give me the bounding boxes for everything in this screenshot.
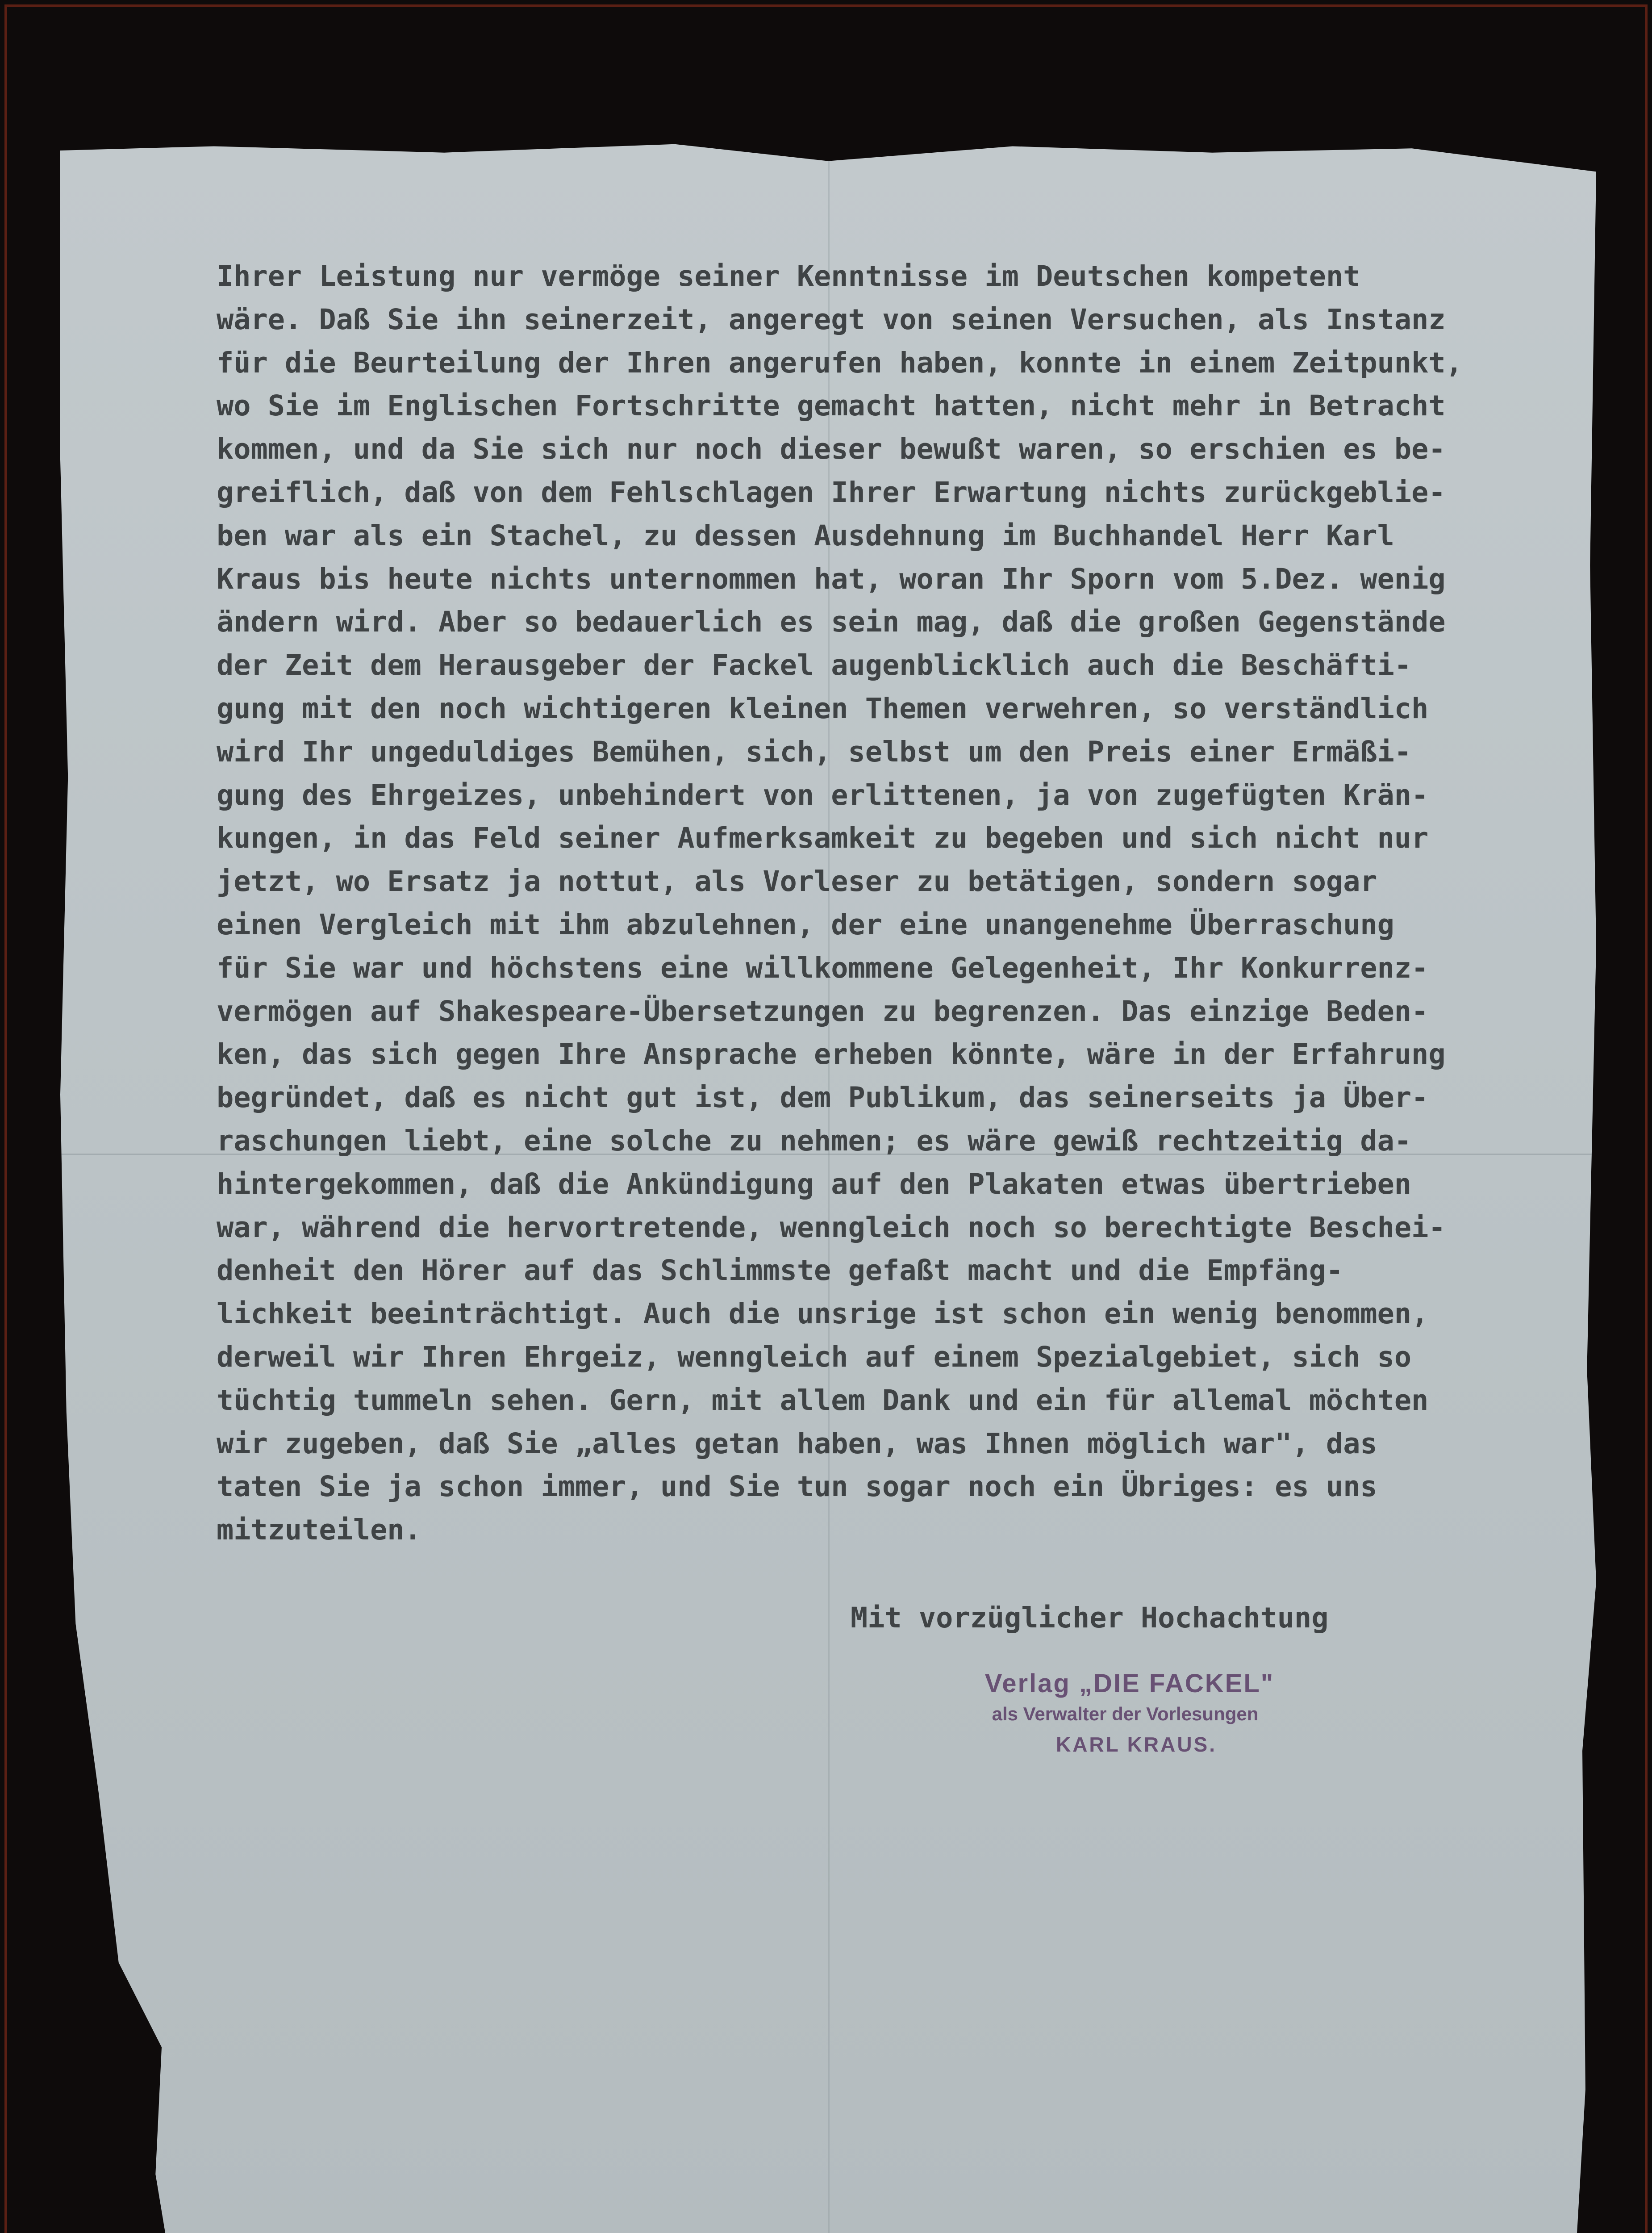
letter-line: war, während die hervortretende, wenngleich noch so berechtigte Beschei- (217, 1210, 1446, 1244)
letter-line: mitzuteilen. (217, 1513, 421, 1547)
letter-line: jetzt, wo Ersatz ja nottut, als Vorleser zu betätigen, sondern sogar (217, 865, 1377, 898)
stamp-line-name: KARL KRAUS. (1055, 1733, 1217, 1756)
stamp-line-role: als Verwalter der Vorlesungen (992, 1703, 1259, 1724)
letter-line: vermögen auf Shakespeare-Übersetzungen zu begrenzen. Das einzige Beden- (217, 994, 1429, 1028)
letter-body (217, 255, 1610, 1551)
letter-line: hintergekommen, daß die Ankündigung auf den Plakaten etwas übertrieben (217, 1167, 1412, 1200)
letter-line: für die Beurteilung der Ihren angerufen haben, konnte in einem Zeitpunkt, (217, 346, 1463, 379)
letter-line: Kraus bis heute nichts unternommen hat, woran Ihr Sporn vom 5.Dez. wenig (217, 562, 1446, 595)
letter-line: taten Sie ja schon immer, und Sie tun sogar noch ein Übriges: es uns (217, 1470, 1377, 1503)
closing-salutation: Mit vorzüglicher Hochachtung (851, 1601, 1329, 1634)
letter-line: denheit den Hörer auf das Schlimmste gefaßt macht und die Empfäng- (217, 1254, 1343, 1287)
letter-line: wir zugeben, daß Sie „alles getan haben, was Ihnen möglich war", das (217, 1426, 1377, 1460)
letter-line: begründet, daß es nicht gut ist, dem Publikum, das seinerseits ja Über- (217, 1081, 1429, 1114)
letter-line: für Sie war und höchstens eine willkommene Gelegenheit, Ihr Konkurrenz- (217, 951, 1429, 984)
letter-line: wäre. Daß Sie ihn seinerzeit, angeregt von seinen Versuchen, als Instanz (217, 302, 1446, 336)
letter-line: gung des Ehrgeizes, unbehindert von erlittenen, ja von zugefügten Krän- (217, 778, 1429, 811)
letter-line: Ihrer Leistung nur vermöge seiner Kenntnisse im Deutschen kompetent (217, 259, 1360, 293)
stamp-line-publisher: Verlag „DIE FACKEL" (985, 1669, 1275, 1698)
letter-line: einen Vergleich mit ihm abzulehnen, der eine unangenehme Überraschung (217, 907, 1394, 941)
letter-line: ben war als ein Stachel, zu dessen Ausdehnung im Buchhandel Herr Karl (217, 519, 1394, 552)
letter-line: ändern wird. Aber so bedauerlich es sein mag, daß die großen Gegenstände (217, 605, 1446, 639)
letter-line: gung mit den noch wichtigeren kleinen Themen verwehren, so verständlich (217, 691, 1429, 725)
letter-line: tüchtig tummeln sehen. Gern, mit allem Dank und ein für allemal möchten (217, 1383, 1429, 1417)
letter-line: kommen, und da Sie sich nur noch dieser bewußt waren, so erschien es be- (217, 432, 1446, 466)
letter-line: wo Sie im Englischen Fortschritte gemacht hatten, nicht mehr in Betracht (217, 389, 1446, 422)
letter-line: der Zeit dem Herausgeber der Fackel augenblicklich auch die Beschäfti- (217, 648, 1412, 682)
letter-line: kungen, in das Feld seiner Aufmerksamkeit zu begeben und sich nicht nur (217, 821, 1429, 855)
letter-line: derweil wir Ihren Ehrgeiz, wenngleich auf einem Spezialgebiet, sich so (217, 1340, 1412, 1373)
publisher-stamp (929, 1668, 1331, 1760)
letter-line: raschungen liebt, eine solche zu nehmen; es wäre gewiß rechtzeitig da- (217, 1124, 1412, 1157)
letter-line: ken, das sich gegen Ihre Ansprache erheben könnte, wäre in der Erfahrung (217, 1037, 1446, 1071)
letter-line: wird Ihr ungeduldiges Bemühen, sich, selbst um den Preis einer Ermäßi- (217, 735, 1412, 768)
letter-line: greiflich, daß von dem Fehlschlagen Ihrer Erwartung nichts zurückgeblie- (217, 475, 1446, 509)
letter-line: lichkeit beeinträchtigt. Auch die unsrige ist schon ein wenig benommen, (217, 1297, 1429, 1330)
